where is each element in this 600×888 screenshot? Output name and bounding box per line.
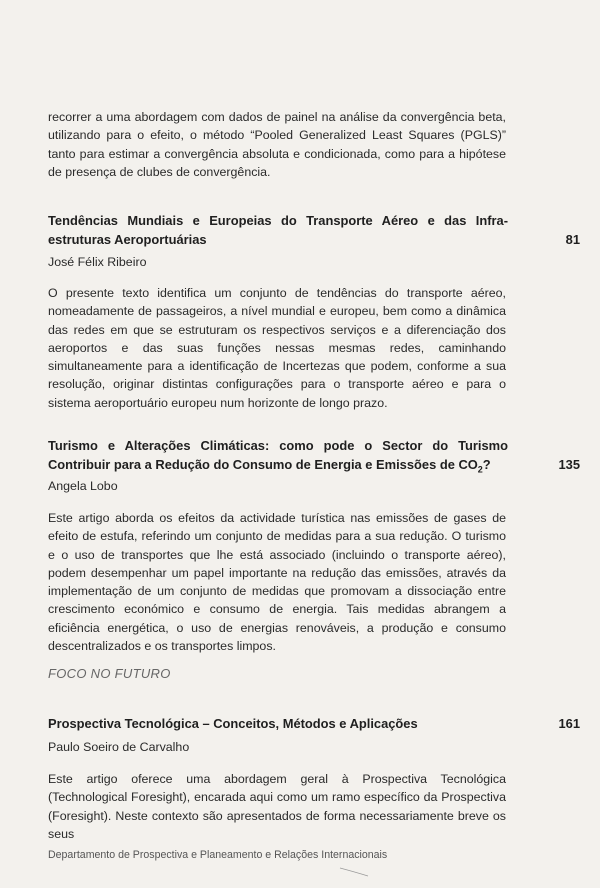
article-1-page-number: 81 xyxy=(565,232,580,247)
article-2-title-main: Turismo e Alterações Climáticas: como pode o Sector do Turismo Contribuir para a Redução do Consumo de Energia e Emissões de CO xyxy=(48,438,508,472)
article-2-title-subscript: 2 xyxy=(477,464,483,475)
article-3-author: Paulo Soeiro de Carvalho xyxy=(48,740,190,754)
article-2-page-number: 135 xyxy=(558,457,580,472)
article-2-title xyxy=(48,436,508,480)
article-1-author: José Félix Ribeiro xyxy=(48,255,147,269)
intro-paragraph: recorrer a uma abordagem com dados de painel na análise da convergência beta, utilizando para o efeito, o método “Pooled Generalized Least Squares (PGLS)” tanto para estimar a convergência absoluta e condicionada, como para a hipótese de presença de clubes de convergência. xyxy=(48,110,506,179)
article-2-author: Angela Lobo xyxy=(48,479,118,493)
article-3-abstract: Este artigo oferece uma abordagem geral à Prospectiva Tecnológica (Technological Foresight), encarada aqui como um ramo específico da Prospectiva (Foresight). Neste contexto são apresentados de forma necessariamente breve os seus xyxy=(48,772,506,841)
article-3-page-number: 161 xyxy=(558,716,580,731)
article-1-title: Tendências Mundiais e Europeias do Transporte Aéreo e das Infra-estruturas Aeroportuárias xyxy=(48,213,508,247)
section-heading: FOCO NO FUTURO xyxy=(48,666,171,681)
article-1-abstract: O presente texto identifica um conjunto de tendências do transporte aéreo, nomeadamente de passageiros, a nível mundial e europeu, bem como a dinâmica das redes em que se estruturam os respectivos serviços e a diferenciação dos aeroportos e das suas funções nessas mesmas redes, caminhando simultaneamente para a identificação de Incertezas que podem, conforme a sua resolução, originar distintas configurações para o transporte aéreo e para o sistema aeroportuário europeu num horizonte de longo prazo. xyxy=(48,286,506,410)
article-2-title-end: ? xyxy=(482,457,491,472)
article-3-title: Prospectiva Tecnológica – Conceitos, Métodos e Aplicações xyxy=(48,716,418,731)
page-footer: Departamento de Prospectiva e Planeamento e Relações Internacionais xyxy=(48,849,388,861)
article-2-abstract: Este artigo aborda os efeitos da actividade turística nas emissões de gases de efeito de estufa, referindo um conjunto de medidas para a sua redução. O turismo e o uso de transportes que lhe está associado (incluindo o transporte aéreo), podem desempenhar um papel importante na redução das emissões, através da implementação de um conjunto de medidas que promovam a dissociação entre crescimento económico e consumo de energia. Tais medidas abrangem a eficiência energética, o uso de energias renováveis, a produção e consumo descentralizados e os transportes limpos. xyxy=(48,511,506,654)
